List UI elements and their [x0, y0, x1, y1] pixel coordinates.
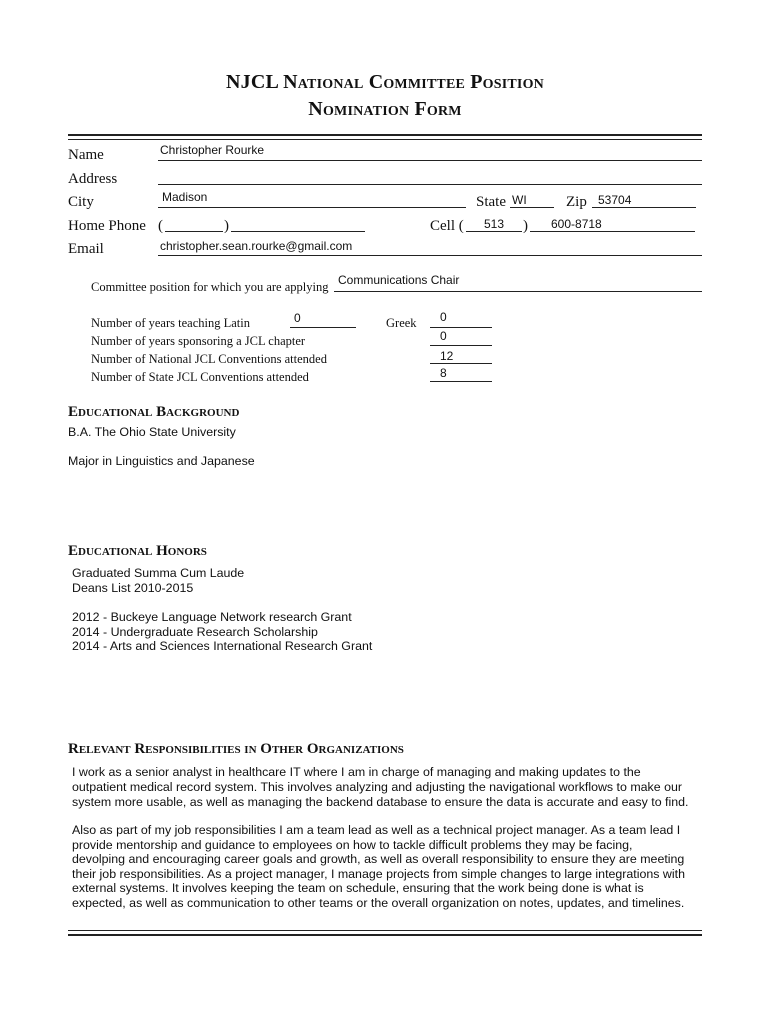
responsibilities-para1-line: I work as a senior analyst in healthcare IT where I am in charge of managing and making updates to the: [72, 765, 641, 779]
committee-field[interactable]: Communications Chair: [338, 273, 460, 287]
home-phone-label: Home Phone: [68, 218, 146, 234]
home-phone-area-underline[interactable]: [165, 231, 223, 232]
city-field[interactable]: Madison: [162, 190, 208, 204]
name-underline: [158, 160, 702, 161]
name-label: Name: [68, 147, 104, 163]
state-conventions-label: Number of State JCL Conventions attended: [91, 370, 309, 384]
committee-label: Committee position for which you are applying: [91, 280, 329, 294]
top-rule-thin: [68, 139, 702, 140]
cell-area-field[interactable]: 513: [484, 217, 505, 231]
responsibilities-para2-line: devolping and encouraging career goals and growth, as well as overall responsibility to ensure they are meeting: [72, 852, 685, 866]
honors-line: Graduated Summa Cum Laude: [72, 566, 245, 580]
honors-line: 2014 - Undergraduate Research Scholarship: [72, 625, 318, 639]
honors-heading: Educational Honors: [68, 543, 207, 559]
honors-line: Deans List 2010-2015: [72, 581, 194, 595]
bottom-rule-thin: [68, 930, 702, 931]
form-title-line1: NJCL National Committee Position: [226, 71, 544, 93]
state-label: State: [476, 194, 506, 210]
education-line-1: B.A. The Ohio State University: [68, 425, 236, 439]
city-label: City: [68, 194, 94, 210]
latin-underline: [290, 327, 356, 328]
city-underline: [158, 207, 466, 208]
education-heading: Educational Background: [68, 404, 240, 420]
responsibilities-para2-line: their job responsibilities. As a project manager, I manage projects from simple changes to large integrations with: [72, 867, 685, 881]
bottom-rule-thick: [68, 934, 702, 936]
greek-field[interactable]: 0: [440, 310, 447, 324]
national-underline: [430, 363, 492, 364]
sponsoring-field[interactable]: 0: [440, 329, 447, 343]
national-field[interactable]: 12: [440, 349, 454, 363]
home-phone-close-paren: ): [224, 218, 229, 234]
committee-underline: [334, 291, 702, 292]
cell-area-underline: [466, 231, 522, 232]
email-label: Email: [68, 241, 104, 257]
latin-label: Number of years teaching Latin: [91, 316, 250, 330]
honors-line: 2012 - Buckeye Language Network research Grant: [72, 610, 352, 624]
cell-number-underline: [530, 231, 695, 232]
responsibilities-para1-line: system more usable, as well as managing the backend database to ensure the data is accurate and easy to find.: [72, 795, 689, 809]
latin-field[interactable]: 0: [294, 311, 301, 325]
cell-label: Cell (: [430, 218, 464, 234]
zip-field[interactable]: 53704: [598, 193, 632, 207]
form-title-line2: Nomination Form: [308, 98, 462, 120]
state-field[interactable]: WI: [512, 193, 527, 207]
sponsoring-underline: [430, 345, 492, 346]
email-underline: [158, 255, 702, 256]
education-line-2: Major in Linguistics and Japanese: [68, 454, 255, 468]
email-field[interactable]: christopher.sean.rourke@gmail.com: [160, 239, 353, 253]
state-conventions-underline: [430, 381, 492, 382]
name-field[interactable]: Christopher Rourke: [160, 143, 265, 157]
home-phone-number-underline[interactable]: [231, 231, 365, 232]
national-label: Number of National JCL Conventions attended: [91, 352, 327, 366]
responsibilities-para2-line: expected, as well as communication to other teams or the overall organization on notes, updates, and timelines.: [72, 896, 685, 910]
zip-underline: [592, 207, 696, 208]
state-underline: [510, 207, 554, 208]
address-underline: [158, 184, 702, 185]
responsibilities-para2-line: provide mentorship and guidance to employees on how to tackle difficult problems they may be facing,: [72, 838, 633, 852]
state-conventions-field[interactable]: 8: [440, 366, 447, 380]
cell-number-field[interactable]: 600-8718: [551, 217, 602, 231]
greek-label: Greek: [386, 316, 417, 330]
home-phone-open-paren: (: [158, 218, 163, 234]
responsibilities-para2-line: external systems. It involves keeping the team on schedule, ensuring that the work being done is what is: [72, 881, 644, 895]
responsibilities-para1-line: outpatient medical record system. This involves analyzing and adjusting the navigational workflows to make our: [72, 780, 682, 794]
cell-close-paren: ): [523, 218, 528, 234]
greek-underline: [430, 327, 492, 328]
responsibilities-heading: Relevant Responsibilities in Other Organizations: [68, 741, 404, 757]
sponsoring-label: Number of years sponsoring a JCL chapter: [91, 334, 306, 348]
address-label: Address: [68, 171, 118, 187]
top-rule-thick: [68, 134, 702, 136]
honors-line: 2014 - Arts and Sciences International Research Grant: [72, 639, 373, 653]
zip-label: Zip: [566, 194, 587, 210]
responsibilities-para2-line: Also as part of my job responsibilities I am a team lead as well as a technical project manager. As a team lead I: [72, 823, 681, 837]
